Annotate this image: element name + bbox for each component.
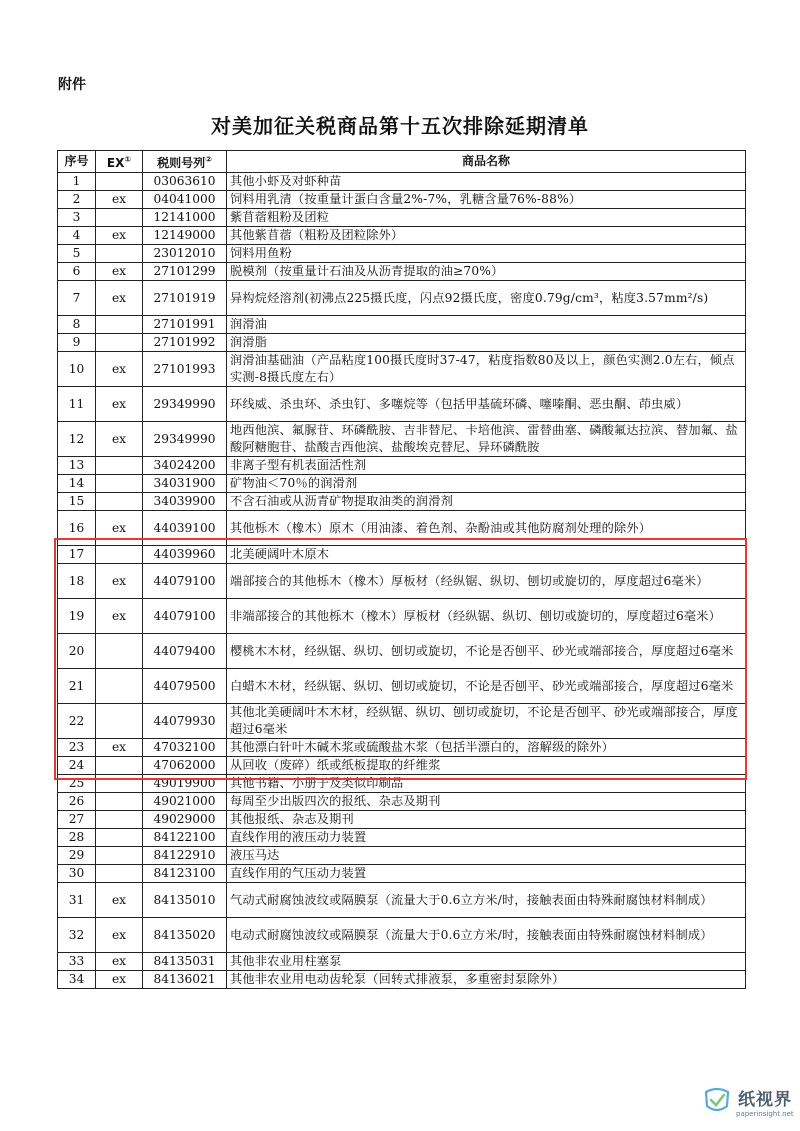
cell-ex: ex (96, 422, 143, 457)
table-row (58, 316, 746, 334)
header-no: 序号 (58, 151, 96, 173)
cell-ex (96, 829, 143, 847)
cell-ex: ex (96, 511, 143, 546)
table-row (58, 387, 746, 422)
table-row (58, 757, 746, 775)
table-row (58, 847, 746, 865)
cell-name: 不含石油或从沥青矿物提取油类的润滑剂 (227, 493, 746, 511)
cell-ex: ex (96, 918, 143, 953)
table-row (58, 546, 746, 564)
cell-ex (96, 704, 143, 739)
table-row (58, 475, 746, 493)
footnote-mark-2: ② (205, 155, 212, 164)
cell-code: 84122910 (143, 847, 227, 865)
cell-code: 44039960 (143, 546, 227, 564)
table-body (58, 173, 746, 989)
cell-name: 润滑脂 (227, 334, 746, 352)
cell-name: 非端部接合的其他栎木（橡木）厚板材（经纵锯、纵切、刨切或旋切的，厚度超过6毫米） (227, 599, 746, 634)
cell-ex: ex (96, 281, 143, 316)
cell-name: 其他报纸、杂志及期刊 (227, 811, 746, 829)
cell-name: 其他非农业用电动齿轮泵（回转式排液泵，多重密封泵除外） (227, 971, 746, 989)
cell-ex: ex (96, 387, 143, 422)
cell-name: 直线作用的气压动力装置 (227, 865, 746, 883)
cell-no: 6 (58, 263, 96, 281)
cell-code: 49029000 (143, 811, 227, 829)
cell-name: 地西他滨、氟脲苷、环磷酰胺、吉非替尼、卡培他滨、雷替曲塞、磷酸氟达拉滨、替加氟、盐酸阿糖胞苷、盐酸吉西他滨、盐酸埃克替尼、异环磷酰胺 (227, 422, 746, 457)
cell-name: 液压马达 (227, 847, 746, 865)
cell-code: 44079500 (143, 669, 227, 704)
cell-ex (96, 457, 143, 475)
header-ex: EX① (96, 151, 143, 173)
cell-no: 30 (58, 865, 96, 883)
cell-code: 27101993 (143, 352, 227, 387)
cell-no: 7 (58, 281, 96, 316)
table-row (58, 669, 746, 704)
table-row (58, 775, 746, 793)
cell-no: 24 (58, 757, 96, 775)
cell-code: 12141000 (143, 209, 227, 227)
cell-code: 84136021 (143, 971, 227, 989)
table-row (58, 829, 746, 847)
cell-no: 28 (58, 829, 96, 847)
cell-code: 49019900 (143, 775, 227, 793)
cell-no: 14 (58, 475, 96, 493)
cell-name: 端部接合的其他栎木（橡木）厚板材（经纵锯、纵切、刨切或旋切的，厚度超过6毫米） (227, 564, 746, 599)
cell-no: 26 (58, 793, 96, 811)
cell-code: 27101919 (143, 281, 227, 316)
cell-code: 44079400 (143, 634, 227, 669)
cell-ex (96, 811, 143, 829)
cell-no: 10 (58, 352, 96, 387)
cell-code: 34039900 (143, 493, 227, 511)
cell-ex: ex (96, 883, 143, 918)
header-name: 商品名称 (227, 151, 746, 173)
cell-no: 15 (58, 493, 96, 511)
cell-ex (96, 334, 143, 352)
cell-no: 2 (58, 191, 96, 209)
cell-name: 其他非农业用柱塞泵 (227, 953, 746, 971)
cell-no: 3 (58, 209, 96, 227)
cell-name: 其他紫苜蓿（粗粉及团粒除外） (227, 227, 746, 245)
cell-no: 23 (58, 739, 96, 757)
cell-no: 21 (58, 669, 96, 704)
table-row (58, 245, 746, 263)
cell-name: 樱桃木木材，经纵锯、纵切、刨切或旋切，不论是否刨平、砂光或端部接合，厚度超过6毫米 (227, 634, 746, 669)
cell-no: 9 (58, 334, 96, 352)
cell-code: 12149000 (143, 227, 227, 245)
table-row (58, 704, 746, 739)
cell-ex (96, 793, 143, 811)
cell-ex: ex (96, 564, 143, 599)
table-row (58, 953, 746, 971)
table-row (58, 352, 746, 387)
cell-code: 44039100 (143, 511, 227, 546)
cell-ex (96, 245, 143, 263)
cell-no: 20 (58, 634, 96, 669)
paperinsight-logo-icon (700, 1084, 734, 1118)
cell-code: 47032100 (143, 739, 227, 757)
cell-ex: ex (96, 191, 143, 209)
cell-ex (96, 865, 143, 883)
cell-ex: ex (96, 953, 143, 971)
cell-ex: ex (96, 599, 143, 634)
watermark-name: 纸视界 (738, 1090, 792, 1110)
cell-code: 44079100 (143, 564, 227, 599)
cell-code: 49021000 (143, 793, 227, 811)
cell-ex (96, 493, 143, 511)
cell-name: 润滑油基础油（产品粘度100摄氏度时37-47，粘度指数80及以上，颜色实测2.0左右，倾点实测-8摄氏度左右） (227, 352, 746, 387)
watermark-url: paperinsight.net (736, 1110, 794, 1118)
cell-name: 紫苜蓿粗粉及团粒 (227, 209, 746, 227)
table-row (58, 739, 746, 757)
cell-ex: ex (96, 352, 143, 387)
table-row (58, 599, 746, 634)
cell-name: 饲料用乳清（按重量计蛋白含量2%-7%，乳糖含量76%-88%） (227, 191, 746, 209)
table-row (58, 511, 746, 546)
exclusion-list-table (57, 150, 746, 989)
table-row (58, 334, 746, 352)
cell-code: 44079930 (143, 704, 227, 739)
cell-no: 22 (58, 704, 96, 739)
cell-code: 23012010 (143, 245, 227, 263)
cell-no: 32 (58, 918, 96, 953)
cell-name: 白蜡木木材，经纵锯、纵切、刨切或旋切，不论是否刨平、砂光或端部接合，厚度超过6毫米 (227, 669, 746, 704)
cell-code: 03063610 (143, 173, 227, 191)
cell-no: 17 (58, 546, 96, 564)
cell-no: 13 (58, 457, 96, 475)
table-row (58, 564, 746, 599)
cell-name: 润滑油 (227, 316, 746, 334)
cell-no: 19 (58, 599, 96, 634)
cell-name: 其他栎木（橡木）原木（用油漆、着色剂、杂酚油或其他防腐剂处理的除外） (227, 511, 746, 546)
footnote-mark-1: ① (124, 155, 132, 164)
table-row (58, 227, 746, 245)
cell-no: 4 (58, 227, 96, 245)
cell-name: 脱模剂（按重量计石油及从沥青提取的油≥70%） (227, 263, 746, 281)
cell-name: 直线作用的液压动力装置 (227, 829, 746, 847)
table-row (58, 493, 746, 511)
table-row (58, 811, 746, 829)
table-row (58, 865, 746, 883)
cell-code: 84122100 (143, 829, 227, 847)
cell-name: 每周至少出版四次的报纸、杂志及期刊 (227, 793, 746, 811)
cell-code: 34024200 (143, 457, 227, 475)
document-title: 对美加征关税商品第十五次排除延期清单 (211, 114, 589, 138)
cell-name: 非离子型有机表面活性剂 (227, 457, 746, 475)
watermark (700, 1082, 795, 1127)
cell-ex: ex (96, 227, 143, 245)
cell-code: 47062000 (143, 757, 227, 775)
cell-code: 29349990 (143, 422, 227, 457)
cell-no: 8 (58, 316, 96, 334)
table-row (58, 918, 746, 953)
cell-name: 异构烷烃溶剂(初沸点225摄氏度，闪点92摄氏度，密度0.79g/cm³，粘度3.57mm²/s) (227, 281, 746, 316)
cell-no: 5 (58, 245, 96, 263)
cell-code: 04041000 (143, 191, 227, 209)
cell-name: 环线威、杀虫环、杀虫钉、多噻烷等（包括甲基硫环磷、噻嗪酮、恶虫酮、茚虫威） (227, 387, 746, 422)
cell-code: 34031900 (143, 475, 227, 493)
cell-name: 其他小虾及对虾种苗 (227, 173, 746, 191)
cell-code: 27101991 (143, 316, 227, 334)
cell-ex (96, 669, 143, 704)
cell-code: 84123100 (143, 865, 227, 883)
cell-code: 84135020 (143, 918, 227, 953)
cell-code: 44079100 (143, 599, 227, 634)
table-row (58, 971, 746, 989)
cell-name: 其他漂白针叶木碱木浆或硫酸盐木浆（包括半漂白的，溶解级的除外） (227, 739, 746, 757)
cell-ex (96, 316, 143, 334)
cell-ex: ex (96, 971, 143, 989)
cell-no: 33 (58, 953, 96, 971)
attachment-label: 附件 (58, 77, 86, 93)
cell-ex (96, 209, 143, 227)
cell-no: 16 (58, 511, 96, 546)
table-row (58, 883, 746, 918)
cell-name: 电动式耐腐蚀波纹或隔膜泵（流量大于0.6立方米/时，接触表面由特殊耐腐蚀材料制成） (227, 918, 746, 953)
cell-ex (96, 775, 143, 793)
cell-name: 饲料用鱼粉 (227, 245, 746, 263)
table-row (58, 281, 746, 316)
cell-no: 12 (58, 422, 96, 457)
table-row (58, 209, 746, 227)
cell-no: 11 (58, 387, 96, 422)
cell-name: 其他北美硬阔叶木木材，经纵锯、纵切、刨切或旋切，不论是否刨平、砂光或端部接合，厚度超过6毫米 (227, 704, 746, 739)
table-header-row (58, 151, 746, 173)
cell-code: 84135031 (143, 953, 227, 971)
cell-ex (96, 757, 143, 775)
table-row (58, 634, 746, 669)
cell-name: 从回收（废碎）纸或纸板提取的纤维浆 (227, 757, 746, 775)
table-row (58, 173, 746, 191)
cell-name: 其他书籍、小册子及类似印刷品 (227, 775, 746, 793)
cell-name: 气动式耐腐蚀波纹或隔膜泵（流量大于0.6立方米/时，接触表面由特殊耐腐蚀材料制成） (227, 883, 746, 918)
header-code: 税则号列② (143, 151, 227, 173)
cell-no: 25 (58, 775, 96, 793)
cell-ex (96, 634, 143, 669)
cell-name: 北美硬阔叶木原木 (227, 546, 746, 564)
cell-ex: ex (96, 739, 143, 757)
cell-code: 27101992 (143, 334, 227, 352)
table-row (58, 263, 746, 281)
cell-ex (96, 475, 143, 493)
cell-code: 29349990 (143, 387, 227, 422)
table-row (58, 793, 746, 811)
table-row (58, 422, 746, 457)
cell-no: 27 (58, 811, 96, 829)
table-row (58, 191, 746, 209)
cell-code: 27101299 (143, 263, 227, 281)
cell-code: 84135010 (143, 883, 227, 918)
table-row (58, 457, 746, 475)
cell-ex (96, 173, 143, 191)
cell-no: 34 (58, 971, 96, 989)
cell-name: 矿物油＜70％的润滑剂 (227, 475, 746, 493)
cell-no: 1 (58, 173, 96, 191)
cell-ex: ex (96, 263, 143, 281)
cell-no: 31 (58, 883, 96, 918)
cell-ex (96, 847, 143, 865)
cell-ex (96, 546, 143, 564)
cell-no: 29 (58, 847, 96, 865)
cell-no: 18 (58, 564, 96, 599)
